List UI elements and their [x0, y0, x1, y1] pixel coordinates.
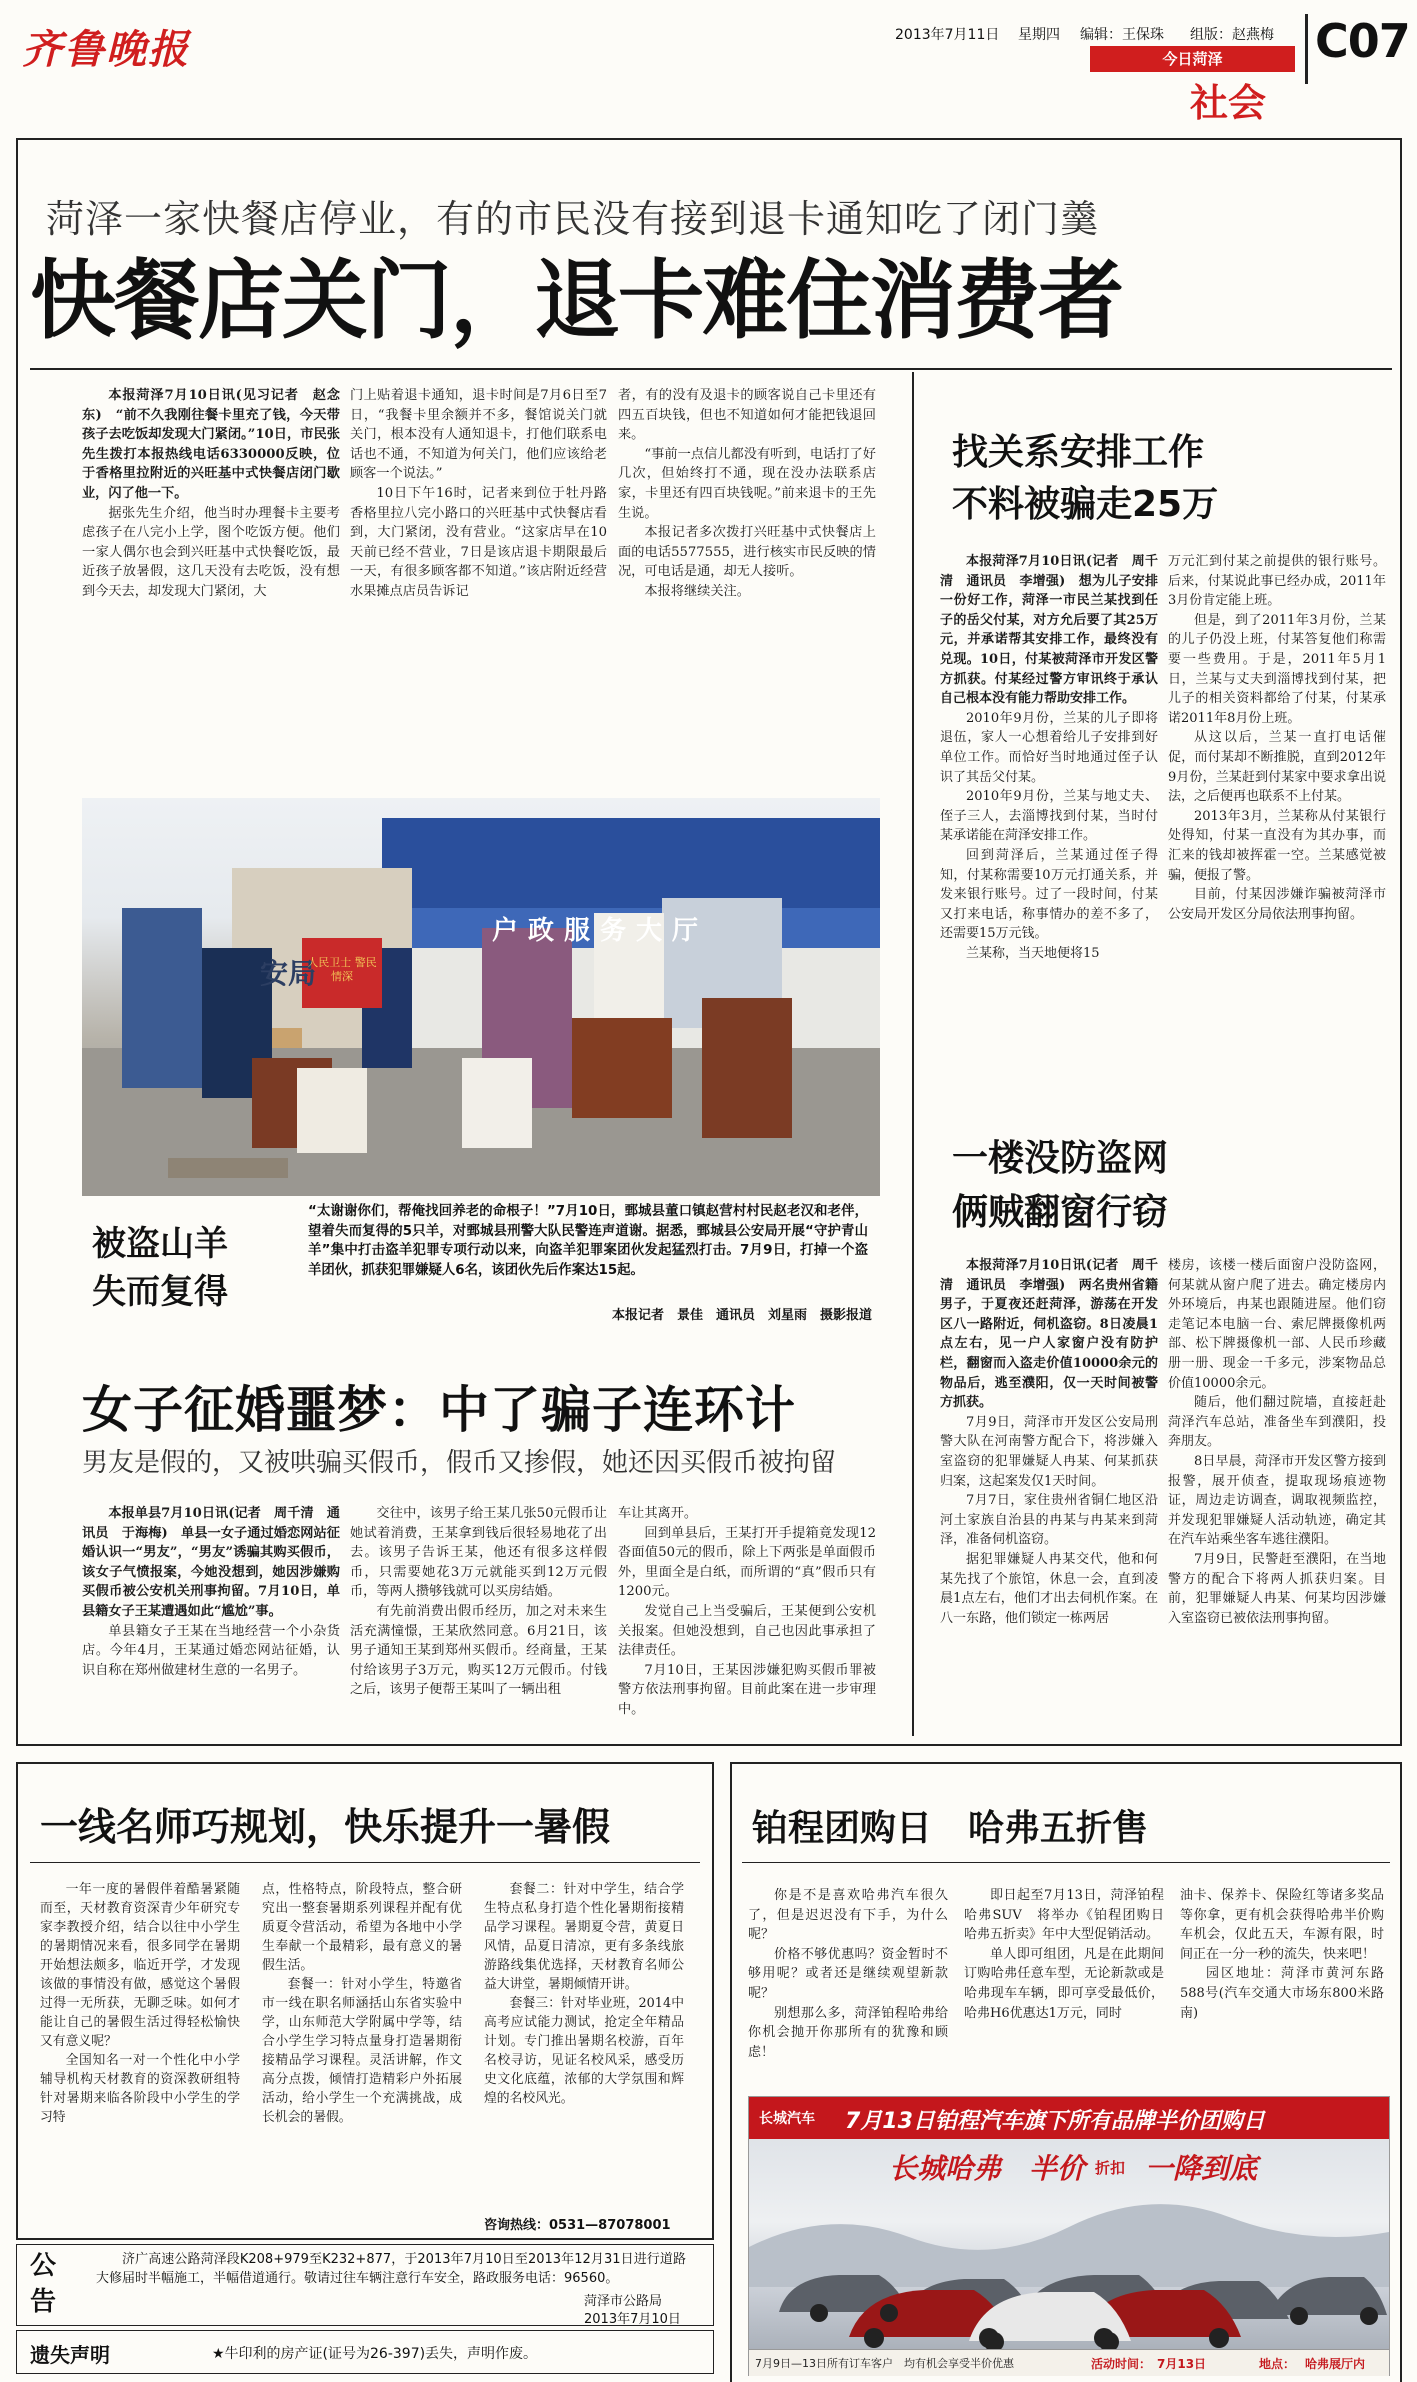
teacher-col-1 [40, 1880, 240, 2230]
burglary-p7: 8日早晨，菏泽市开发区警方接到报警，展开侦查，提取现场痕迹物证，周边走访调查，调取视频监控，并发现犯罪嫌疑人活动轨迹，确定其在汽车站乘坐客车逃往濮阳。 [1168, 1453, 1386, 1548]
building-wall-text: 安局 [260, 957, 317, 990]
marriage-p6: 回到单县后，王某打开手提箱竟发现12沓面值50元的假币，除上下两张是单面假币外，里面全是白纸，而所谓的“真”假币只有1200元。 [618, 1525, 876, 1600]
marriage-p2: 单县籍女子王某在当地经营一个小杂货店。今年4月，王某通过婚恋网站征婚，认识自称在郑州做建材生意的一名男子。 [82, 1623, 340, 1678]
burglary-p1: 本报菏泽7月10日讯(记者 周千清 通讯员 李增强) 两名贵州省籍男子，于夏夜还赶菏泽，游荡在开发区八一路附近，伺机盗窃。8日凌晨1点左右，见一户人家窗户没有防护栏，翻窗而入盗走价值10000余元的物品后，逃至濮阳，仅一天时间被警方抓获。 [940, 1258, 1158, 1411]
teacher-col-3 [484, 1880, 684, 2210]
issue-weekday: 星期四 [1018, 27, 1060, 43]
lead-p5: 者，有的没有及退卡的顾客说自己卡里还有四五百块钱，但也不知道如何才能把钱退回来。 [618, 388, 876, 443]
marriage-col-2 [350, 1504, 607, 1740]
burglary-p8: 7月9日，民警赶至濮阳，在当地警方的配合下将两人抓获归案。目前，犯罪嫌疑人冉某、何某均因涉嫌入室盗窃已被依法刑事拘留。 [1168, 1551, 1386, 1626]
sheep-photo [82, 798, 880, 1196]
car-p5: 单人即可组团，凡是在此期间订购哈弗任意车型，无论新款或是哈弗现车车辆，即可享受最低价，哈弗H6优惠达1万元，同时 [964, 1946, 1164, 2021]
notice-date: 2013年7月10日 [584, 2312, 681, 2327]
marriage-p1: 本报单县7月10日讯(记者 周千清 通讯员 于海梅) 单县一女子通过婚恋网站征婚认识一“男友”，“男友”诱骗其购买假币，该女子气愤报案，今她没想到，她因涉嫌购买假币被公安机关刑事拘留。7月10日，单县籍女子王某遭遇如此“尴尬”事。 [82, 1506, 340, 1619]
scam-p8: 从这以后，兰某一直打电话催促，而付某却不断推脱，直到2012年9月份，兰某赶到付某家中要求拿出说法，之后便再也联系不上付某。 [1168, 730, 1386, 805]
lost-text: ★牛印利的房产证(证号为26-397)丢失，声明作废。 [212, 2346, 538, 2362]
scam-p9: 2013年3月，兰某称从付某银行处得知，付某一直没有为其办事，而汇来的钱却被挥霍一空。兰某感觉被骗，便报了警。 [1168, 808, 1386, 883]
banner-time-label: 活动时间： [1091, 2357, 1152, 2371]
burglary-p5: 楼房，该楼一楼后面窗户没防盗网，何某就从窗户爬了进去。确定楼房内外环境后，冉某也跟随进屋。他们窃走笔记本电脑一台、索尼牌摄像机两部、松下牌摄像机一部、人民币珍藏册一册、现金一千多元，涉案物品总价值10000余元。 [1168, 1258, 1386, 1391]
lead-p4: 10日下午16时，记者来到位于牡丹路香格里拉八完小路口的兴旺基中式快餐店看到，大门紧闭，没有营业。“这家店早在10天前已经不营业，7日是该店退卡期限最后一天，有很多顾客都不知道。”该店附近经营水果摊点店员告诉记 [350, 485, 607, 599]
lead-p7: 本报记者多次拨打兴旺基中式快餐店上面的电话5577555，进行核实市民反映的情况，可电话是通，却无人接听。 [618, 525, 876, 580]
teacher-p2: 全国知名一对一个性化中小学辅导机构天材教育的资深教研组特针对暑期来临各阶段中小学生的学习特 [40, 2053, 240, 2125]
lead-p3: 门上贴着退卡通知，退卡时间是7月6日至7日，“我餐卡里余额并不多，餐馆说关门就关门，根本没有人通知退卡，打他们联系电话也不通，不知道为何关门，他们应该给老顾客一个说法。” [350, 388, 607, 482]
photo-title: 被盗山羊失而复得 [92, 1224, 228, 1312]
lead-divider [30, 368, 1392, 370]
teacher-p1: 一年一度的暑假伴着酷暑紧随而至，天材教育资深青少年研究专家李教授介绍，结合以往中小学生的暑期情况来看，很多同学在暑期开始想法颇多，临近开学，才发现该做的事情没有做，感觉这个暑假过得一无所获，无聊乏味。如何才能让自己的暑假生活过得轻松愉快又有意义呢？ [40, 1882, 240, 2049]
marriage-p5: 车让其离开。 [618, 1506, 698, 1521]
teacher-p4: 套餐一：针对小学生，特邀省市一线在职名师涵括山东省实验中学，山东师范大学附属中学等，结合小学生学习特点量身打造暑期衔接精品学习课程。灵活讲解，作文高分点拨，倾情打造精彩户外拓展活动，给小学生一个充满挑战，成长机会的暑假。 [262, 1977, 462, 2125]
burglary-col-2 [1168, 1256, 1386, 1736]
burglary-p4: 据犯罪嫌疑人冉某交代，他和何某先找了个旅馆，休息一会，直到凌晨1点左右，他们才出去伺机作案。在八一东路，他们锁定一栋两居 [940, 1551, 1158, 1626]
marriage-p8: 7月10日，王某因涉嫌犯购买假币罪被警方依法刑事拘留。目前此案在进一步审理中。 [618, 1662, 876, 1717]
burglary-headline-1: 一楼没防盗网 [952, 1138, 1169, 1179]
burglary-col-1 [940, 1256, 1158, 1736]
section-name: 社会 [1190, 81, 1267, 125]
marriage-headline: 女子征婚噩梦：中了骗子连环计 [82, 1381, 796, 1439]
banner-slogan-2: 半价 [1029, 2152, 1086, 2185]
designer-credit: 组版：赵燕梅 [1190, 27, 1274, 43]
scam-headline-1: 找关系安排工作 [952, 432, 1205, 473]
lead-col-3 [618, 386, 876, 804]
scam-p2: 2010年9月份，兰某的儿子即将退伍，家人一心想着给儿子安排到好单位工作。而恰好当时地通过侄子认识了其岳父付某。 [940, 710, 1158, 785]
notice-text: 济广高速公路菏泽段K208+979至K232+877，于2013年7月10日至2013年12月31日进行道路大修届时半幅施工，半幅借道通行。敬请过往车辆注意行车安全，路政服务电话：96560。 [96, 2252, 686, 2286]
notice-label: 公告 [30, 2251, 57, 2317]
car-p2: 价格不够优惠吗？资金暂时不够用呢？或者还是继续观望新款呢？ [748, 1946, 948, 2001]
car-col-2 [964, 1886, 1178, 2086]
lost-label: 遗失声明 [30, 2343, 110, 2367]
page-number-divider [1305, 14, 1308, 84]
scam-p3: 2010年9月份，兰某与地丈夫、侄子三人，去淄博找到付某，当时付某承诺能在菏泽安排工作。 [940, 789, 1158, 844]
teacher-col-2 [262, 1880, 462, 2230]
car-ad-divider [742, 1862, 1390, 1863]
banner-time: 7月13日 [1157, 2357, 1207, 2371]
photo-credit: 本报记者 景佳 通讯员 刘星雨 摄影报道 [611, 1308, 872, 1323]
marriage-subhead: 男友是假的，又被哄骗买假币，假币又掺假，她还因买假币被拘留 [82, 1448, 837, 1478]
burglary-p2: 7月9日，菏泽市开发区公安局刑警大队在河南警方配合下，将涉嫌入室盗窃的犯罪嫌疑人冉某、何某抓获归案，这起案发仅1天时间。 [940, 1414, 1158, 1489]
scam-col-2 [1168, 552, 1386, 1142]
car-col-3 [1180, 1886, 1384, 2086]
marriage-col-3 [618, 1504, 876, 1740]
page-number: C07 [1315, 14, 1410, 68]
car-p4: 即日起至7月13日，菏泽铂程哈弗SUV 将举办《铂程团购日 哈弗五折卖》年中大型促销活动。 [964, 1888, 1178, 1943]
lead-headline: 快餐店关门，退卡难住消费者 [30, 251, 1122, 351]
burglary-p6: 随后，他们翻过院墙，直接赶赴菏泽汽车总站，准备坐车到濮阳，投奔朋友。 [1168, 1395, 1386, 1450]
scam-p7: 但是，到了2011年3月份，兰某的儿子仍没上班，付某答复他们称需要一些费用。于是，2011年5月1日，兰某与丈夫到淄博找到付某，把儿子的相关资料都给了付某，付某承诺2011年8月份上班。 [1168, 612, 1386, 726]
marriage-p3: 交往中，该男子给王某几张50元假币让她试着消费，王某拿到钱后很轻易地花了出去。该男子告诉王某，他还有很多这样假币，只需要她花3万元就能买到12万元假币，等两人攒够钱就可以买房结婚。 [350, 1506, 607, 1600]
photo-title-box [82, 1196, 282, 1330]
lead-col-2 [350, 386, 607, 804]
lead-p6: “事前一点信儿都没有听到，电话打了好几次，但始终打不通，现在没办法联系店家，卡里还有四百块钱呢。”前来退卡的王先生说。 [618, 446, 876, 521]
teacher-ad-divider [30, 1862, 700, 1863]
issue-date: 2013年7月11日 [895, 27, 1000, 43]
car-p6: 油卡、保养卡、保险红等诸多奖品等你拿，更有机会获得哈弗半价购车机会，仅此五天，车源有限，时间正在一分一秒的流失，快来吧！ [1180, 1888, 1384, 1962]
car-ad-headline: 铂程团购日 哈弗五折售 [752, 1808, 1149, 1849]
banner-place-label: 地点： [1259, 2357, 1296, 2371]
scam-p6: 万元汇到付某之前提供的银行账号。后来，付某说此事已经办成，2011年3月份肯定能上班。 [1168, 554, 1386, 609]
banner-slogan-4: 一降到底 [1145, 2152, 1258, 2185]
masthead [0, 0, 1417, 125]
banner-slogan-1: 长城哈弗 [889, 2152, 1002, 2185]
editor-credit: 编辑：王保珠 [1080, 27, 1164, 43]
banner-brand: 长城汽车 [759, 2111, 815, 2127]
lead-p1: 本报菏泽7月10日讯(见习记者 赵念东) “前不久我刚往餐卡里充了钱，今天带孩子去吃饭却发现大门紧闭。”10日，市民张先生拨打本报热线电话6330000反映，位于香格里拉附近的兴旺基中式快餐店闭门歇业，闪了他一下。 [82, 388, 340, 501]
right-column-vline [912, 372, 914, 1736]
scam-p4: 回到菏泽后，兰某通过侄子得知，付某称需要10万元打通关系，并发来银行账号。过了一段时间，付某又打来电话，称事情办的差不多了，还需要15万元钱。 [940, 847, 1158, 942]
pennant-banner: 人民卫士 警民情深 [307, 956, 377, 983]
lead-p2: 据张先生介绍，他当时办理餐卡主要考虑孩子在八完小上学，图个吃饭方便。他们一家人偶尔也会到兴旺基中式快餐吃饭，最近孩子放暑假，这几天没有去吃饭，没有想到今天去，却发现大门紧闭，大 [82, 505, 340, 599]
lead-col-1 [82, 386, 340, 804]
scam-p5: 兰某称，当天地便将15 [966, 945, 1100, 961]
car-col-1 [748, 1886, 948, 2086]
teacher-p5: 套餐二：针对中学生，结合学生特点私身打造个性化暑期衔接精品学习课程。暑期夏令营，黄夏日风情，品夏日清凉，更有多条线旅游路线集优选择，天材教育名师公益大讲堂，暑期倾情开讲。 [484, 1882, 684, 1992]
marriage-p7: 发觉自己上当受骗后，王某便到公安机关报案。但她没想到，自己也因此事承担了法律责任。 [618, 1603, 876, 1659]
teacher-p3: 点，性格特点，阶段特点，整合研究出一整套暑期系列课程并配有优质夏令营活动，希望为各地中小学生奉献一个最精彩，最有意义的暑假生活。 [262, 1882, 462, 1973]
photo-caption: “太谢谢你们，帮俺找回养老的命根子！”7月10日，鄄城县董口镇赵营村村民赵老汉和老伴，望着失而复得的5只羊，对鄄城县刑警大队民警连声道谢。据悉，鄄城县公安局开展“守护青山羊”集中打击盗羊犯罪专项行动以来，向盗羊犯罪案团伙发起猛烈打击。7月9日，打掉一个盗羊团伙，抓获犯罪嫌疑人6名，该团伙先后作案达15起。 [308, 1204, 868, 1278]
marriage-col-1 [82, 1504, 340, 1740]
banner-slogan-3: 折扣 [1095, 2159, 1126, 2177]
building-sign: 户政服务大厅 [492, 916, 709, 946]
scam-p1: 本报菏泽7月10日讯(记者 周千清 通讯员 李增强) 想为儿子安排一份好工作，菏泽一市民兰某找到任子的岳父付某，对方允后要了其25万元，并承诺帮其安排工作，最终没有兑现。10日，付某被菏泽市开发区警方抓获。付某经过警方审讯终于承认自己根本没有能力帮助安排工作。 [940, 554, 1158, 707]
teacher-p6: 套餐三：针对毕业班，2014中高考应试能力测试，抢定全年精品计划。专门推出暑期名校游，百年名校寻访，见证名校风采，感受历史文化底蕴，浓郁的大学氛围和辉煌的名校风光。 [484, 1996, 684, 2106]
burglary-p3: 7月7日，家住贵州省铜仁地区沿河土家族自治县的冉某与冉某来到菏泽，准备伺机盗窃。 [940, 1493, 1158, 1548]
scam-p10: 目前，付某因涉嫌诈骗被菏泽市公安局开发区分局依法刑事拘留。 [1168, 887, 1386, 922]
car-p3: 别想那么多，菏泽铂程哈弗给你机会抛开你那所有的犹豫和顾虑！ [748, 2005, 948, 2060]
section-tag: 今日菏泽 [1090, 46, 1295, 72]
notice-signer: 菏泽市公路局 [584, 2294, 663, 2309]
banner-place: 哈弗展厅内 [1305, 2357, 1366, 2371]
teacher-ad-headline: 一线名师巧规划，快乐提升一暑假 [40, 1805, 611, 1849]
burglary-headline-2: 俩贼翻窗行窃 [952, 1192, 1169, 1233]
photo-caption-box [282, 1196, 880, 1330]
lead-p8: 本报将继续关注。 [644, 583, 750, 599]
car-p1: 你是不是喜欢哈弗汽车很久了，但是迟迟没有下手，为什么呢？ [748, 1888, 948, 1943]
scam-headline-2: 不料被骗走25万 [952, 484, 1219, 525]
marriage-p4: 有先前消费出假币经历，加之对未来生活充满憧憬，王某欣然同意。6月21日，该男子通知王某到郑州买假币。经商量，王某付给该男子3万元，购买12万元假币。付钱之后，该男子便帮王某叫了一辆出租 [350, 1603, 607, 1698]
car-banner [748, 2096, 1390, 2376]
teacher-hotline: 咨询热线：0531—87078001 [484, 2218, 671, 2233]
car-p7: 园区地址：菏泽市黄河东路588号(汽车交通大市场东800米路南) [1180, 1966, 1384, 2021]
scam-col-1 [940, 552, 1158, 1142]
newspaper-logo: 齐鲁晚报 [22, 26, 190, 73]
banner-title: 7月13日铂程汽车旗下所有品牌半价团购日 [845, 2109, 1265, 2134]
lead-kicker: 菏泽一家快餐店停业，有的市民没有接到退卡通知吃了闭门羹 [46, 197, 1100, 241]
banner-bottom-left: 7月9日—13日所有订车客户 均有机会享受半价优惠 [755, 2357, 1014, 2370]
